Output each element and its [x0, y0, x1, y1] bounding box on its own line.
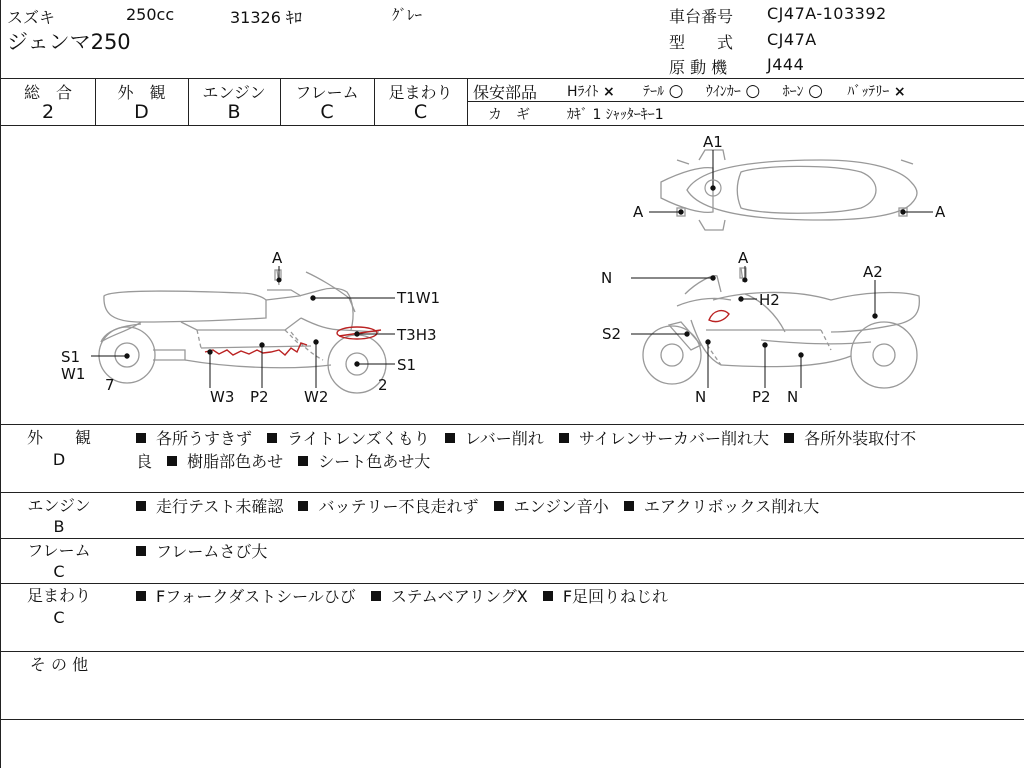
section-frame-title: フレーム: [27, 541, 91, 560]
engine-model-value: J444: [767, 55, 805, 74]
note-item: 樹脂部色あせ: [187, 452, 284, 471]
divider: [467, 78, 468, 125]
note-item: 各所外装取付不: [804, 429, 917, 448]
label-H2: H2: [759, 291, 780, 309]
grade-exterior-value: D: [134, 101, 149, 123]
note-item: ライトレンズくもり: [287, 429, 430, 448]
label-A-top-left: A: [633, 203, 644, 221]
grade-overall-value: 2: [41, 101, 55, 123]
color: ｸﾞﾚｰ: [392, 6, 423, 24]
note-item: 走行テスト未確認: [156, 497, 284, 516]
section-frame-notes: [136, 540, 267, 563]
section-exterior-notes: [136, 427, 1016, 473]
grade-overall-label: 総 合: [23, 83, 72, 102]
divider: [1, 651, 1024, 652]
section-suspension-title: 足まわり: [26, 586, 91, 605]
safety-item-battery: [847, 84, 905, 100]
model-name: ジェンマ250: [7, 30, 131, 54]
bullet-icon: [298, 456, 308, 466]
label-N-bottom-left: N: [695, 388, 707, 406]
safety-item-winker: [705, 81, 761, 101]
grade-suspension-value: C: [413, 101, 428, 123]
label-A-right-view: A: [738, 249, 749, 267]
safety-item-name: ﾎｰﾝ: [782, 84, 804, 100]
key-value: ｶｷﾞ 1 ｼｬｯﾀｰｷｰ1: [567, 107, 664, 123]
label-W1: W1: [61, 365, 86, 383]
label-N-bottom-right: N: [787, 388, 799, 406]
label-P2-right: P2: [752, 388, 771, 406]
label-W2: W2: [304, 388, 329, 406]
safety-item-mark: ×: [893, 84, 906, 100]
divider: [1, 538, 1024, 539]
section-other-title: そ の 他: [29, 655, 89, 674]
divider: [1, 78, 1024, 79]
engine-model-label: 原 動 機: [669, 58, 728, 77]
divider: [467, 101, 1024, 102]
scooter-left-view: [99, 270, 386, 393]
label-A2: A2: [863, 263, 883, 281]
note-item: サイレンサーカバー削れ大: [578, 429, 769, 448]
label-T3H3: T3H3: [397, 326, 437, 344]
type-value: CJ47A: [767, 30, 817, 49]
safety-item-name: ｳｲﾝｶｰ: [705, 84, 741, 100]
bullet-icon: [267, 433, 277, 443]
label-S2: S2: [602, 325, 622, 343]
divider: [1, 583, 1024, 584]
divider: [1, 424, 1024, 425]
bullet-icon: [136, 546, 146, 556]
bullet-icon: [371, 591, 381, 601]
section-engine-notes: [136, 495, 819, 518]
note-item: Fフォークダストシールひび: [156, 587, 356, 606]
type-label: 型 式: [669, 33, 734, 52]
label-P2-left: P2: [250, 388, 269, 406]
label-2: 2: [378, 376, 388, 394]
safety-item-mark: ○: [808, 81, 823, 101]
bullet-icon: [136, 501, 146, 511]
label-A-top-right: A: [935, 203, 946, 221]
divider: [1, 492, 1024, 493]
grade-suspension-label: 足まわり: [388, 83, 453, 102]
safety-item-tail: [643, 81, 684, 101]
note-item: エアクリボックス削れ大: [643, 497, 820, 516]
safety-item-mark: ×: [602, 84, 615, 100]
grade-exterior-label: 外 観: [117, 83, 166, 102]
grade-frame-value: C: [320, 101, 334, 123]
label-7: 7: [105, 376, 115, 394]
note-item: F足回りねじれ: [562, 587, 669, 606]
note-item: エンジン音小: [513, 497, 609, 516]
safety-item-mark: ○: [668, 81, 684, 101]
section-exterior-title: 外 観: [26, 428, 91, 447]
frame-no-label: 車台番号: [669, 7, 734, 26]
maker: スズキ: [7, 8, 56, 27]
bullet-icon: [298, 501, 308, 511]
safety-item-name: ﾊﾞｯﾃﾘｰ: [847, 84, 890, 100]
bullet-icon: [624, 501, 634, 511]
safety-item-name: ﾃｰﾙ: [643, 84, 665, 100]
damage-diagram: [1, 126, 1024, 424]
bullet-icon: [445, 433, 455, 443]
note-item: フレームさび大: [156, 542, 268, 561]
bullet-icon: [784, 433, 794, 443]
exterior-line-1: [136, 427, 1016, 450]
displacement: 250cc: [126, 5, 175, 24]
key-label: カ ギ: [488, 107, 530, 123]
note-item: レバー削れ: [464, 429, 544, 448]
label-A1: A1: [703, 133, 723, 151]
scooter-top-view: [661, 150, 917, 230]
safety-item-mark: ○: [745, 81, 761, 101]
note-item: シート色あせ大: [318, 452, 431, 471]
label-A-left: A: [272, 249, 283, 267]
bullet-icon: [543, 591, 553, 601]
damage-marks: [205, 311, 729, 355]
section-engine-grade: B: [53, 517, 65, 536]
section-frame-grade: C: [53, 562, 65, 581]
label-S1-right: S1: [397, 356, 417, 374]
divider: [1, 719, 1024, 720]
scooter-right-view: [643, 268, 919, 388]
label-W3: W3: [210, 388, 235, 406]
section-suspension-notes: [136, 585, 668, 608]
frame-no-value: CJ47A-103392: [767, 4, 887, 23]
section-suspension-grade: C: [53, 608, 65, 627]
section-exterior-grade: D: [52, 450, 66, 469]
safety-item-headlight: [567, 84, 615, 100]
bullet-icon: [136, 591, 146, 601]
note-item: ステムベアリングX: [390, 587, 528, 606]
note-item: バッテリー不良走れず: [318, 497, 479, 516]
safety-parts-label: 保安部品: [473, 83, 538, 102]
label-T1W1: T1W1: [397, 289, 441, 307]
grade-engine-label: エンジン: [202, 83, 266, 102]
section-engine-title: エンジン: [27, 496, 91, 515]
bullet-icon: [494, 501, 504, 511]
bullet-icon: [136, 433, 146, 443]
label-S1-left: S1: [61, 348, 81, 366]
bullet-icon: [559, 433, 569, 443]
label-N-top: N: [601, 269, 613, 287]
safety-item-name: Hﾗｲﾄ: [567, 84, 599, 100]
mileage: 31326 ｷﾛ: [230, 8, 302, 27]
note-item: 各所うすきず: [156, 429, 253, 448]
exterior-line-2: [136, 450, 1016, 473]
safety-parts-list: [567, 81, 906, 101]
bullet-icon: [167, 456, 177, 466]
grade-frame-label: フレーム: [295, 83, 359, 102]
safety-item-horn: [782, 81, 823, 101]
note-item: 良: [136, 452, 153, 471]
grade-engine-value: B: [227, 101, 241, 123]
diagram-labels: [61, 133, 946, 406]
